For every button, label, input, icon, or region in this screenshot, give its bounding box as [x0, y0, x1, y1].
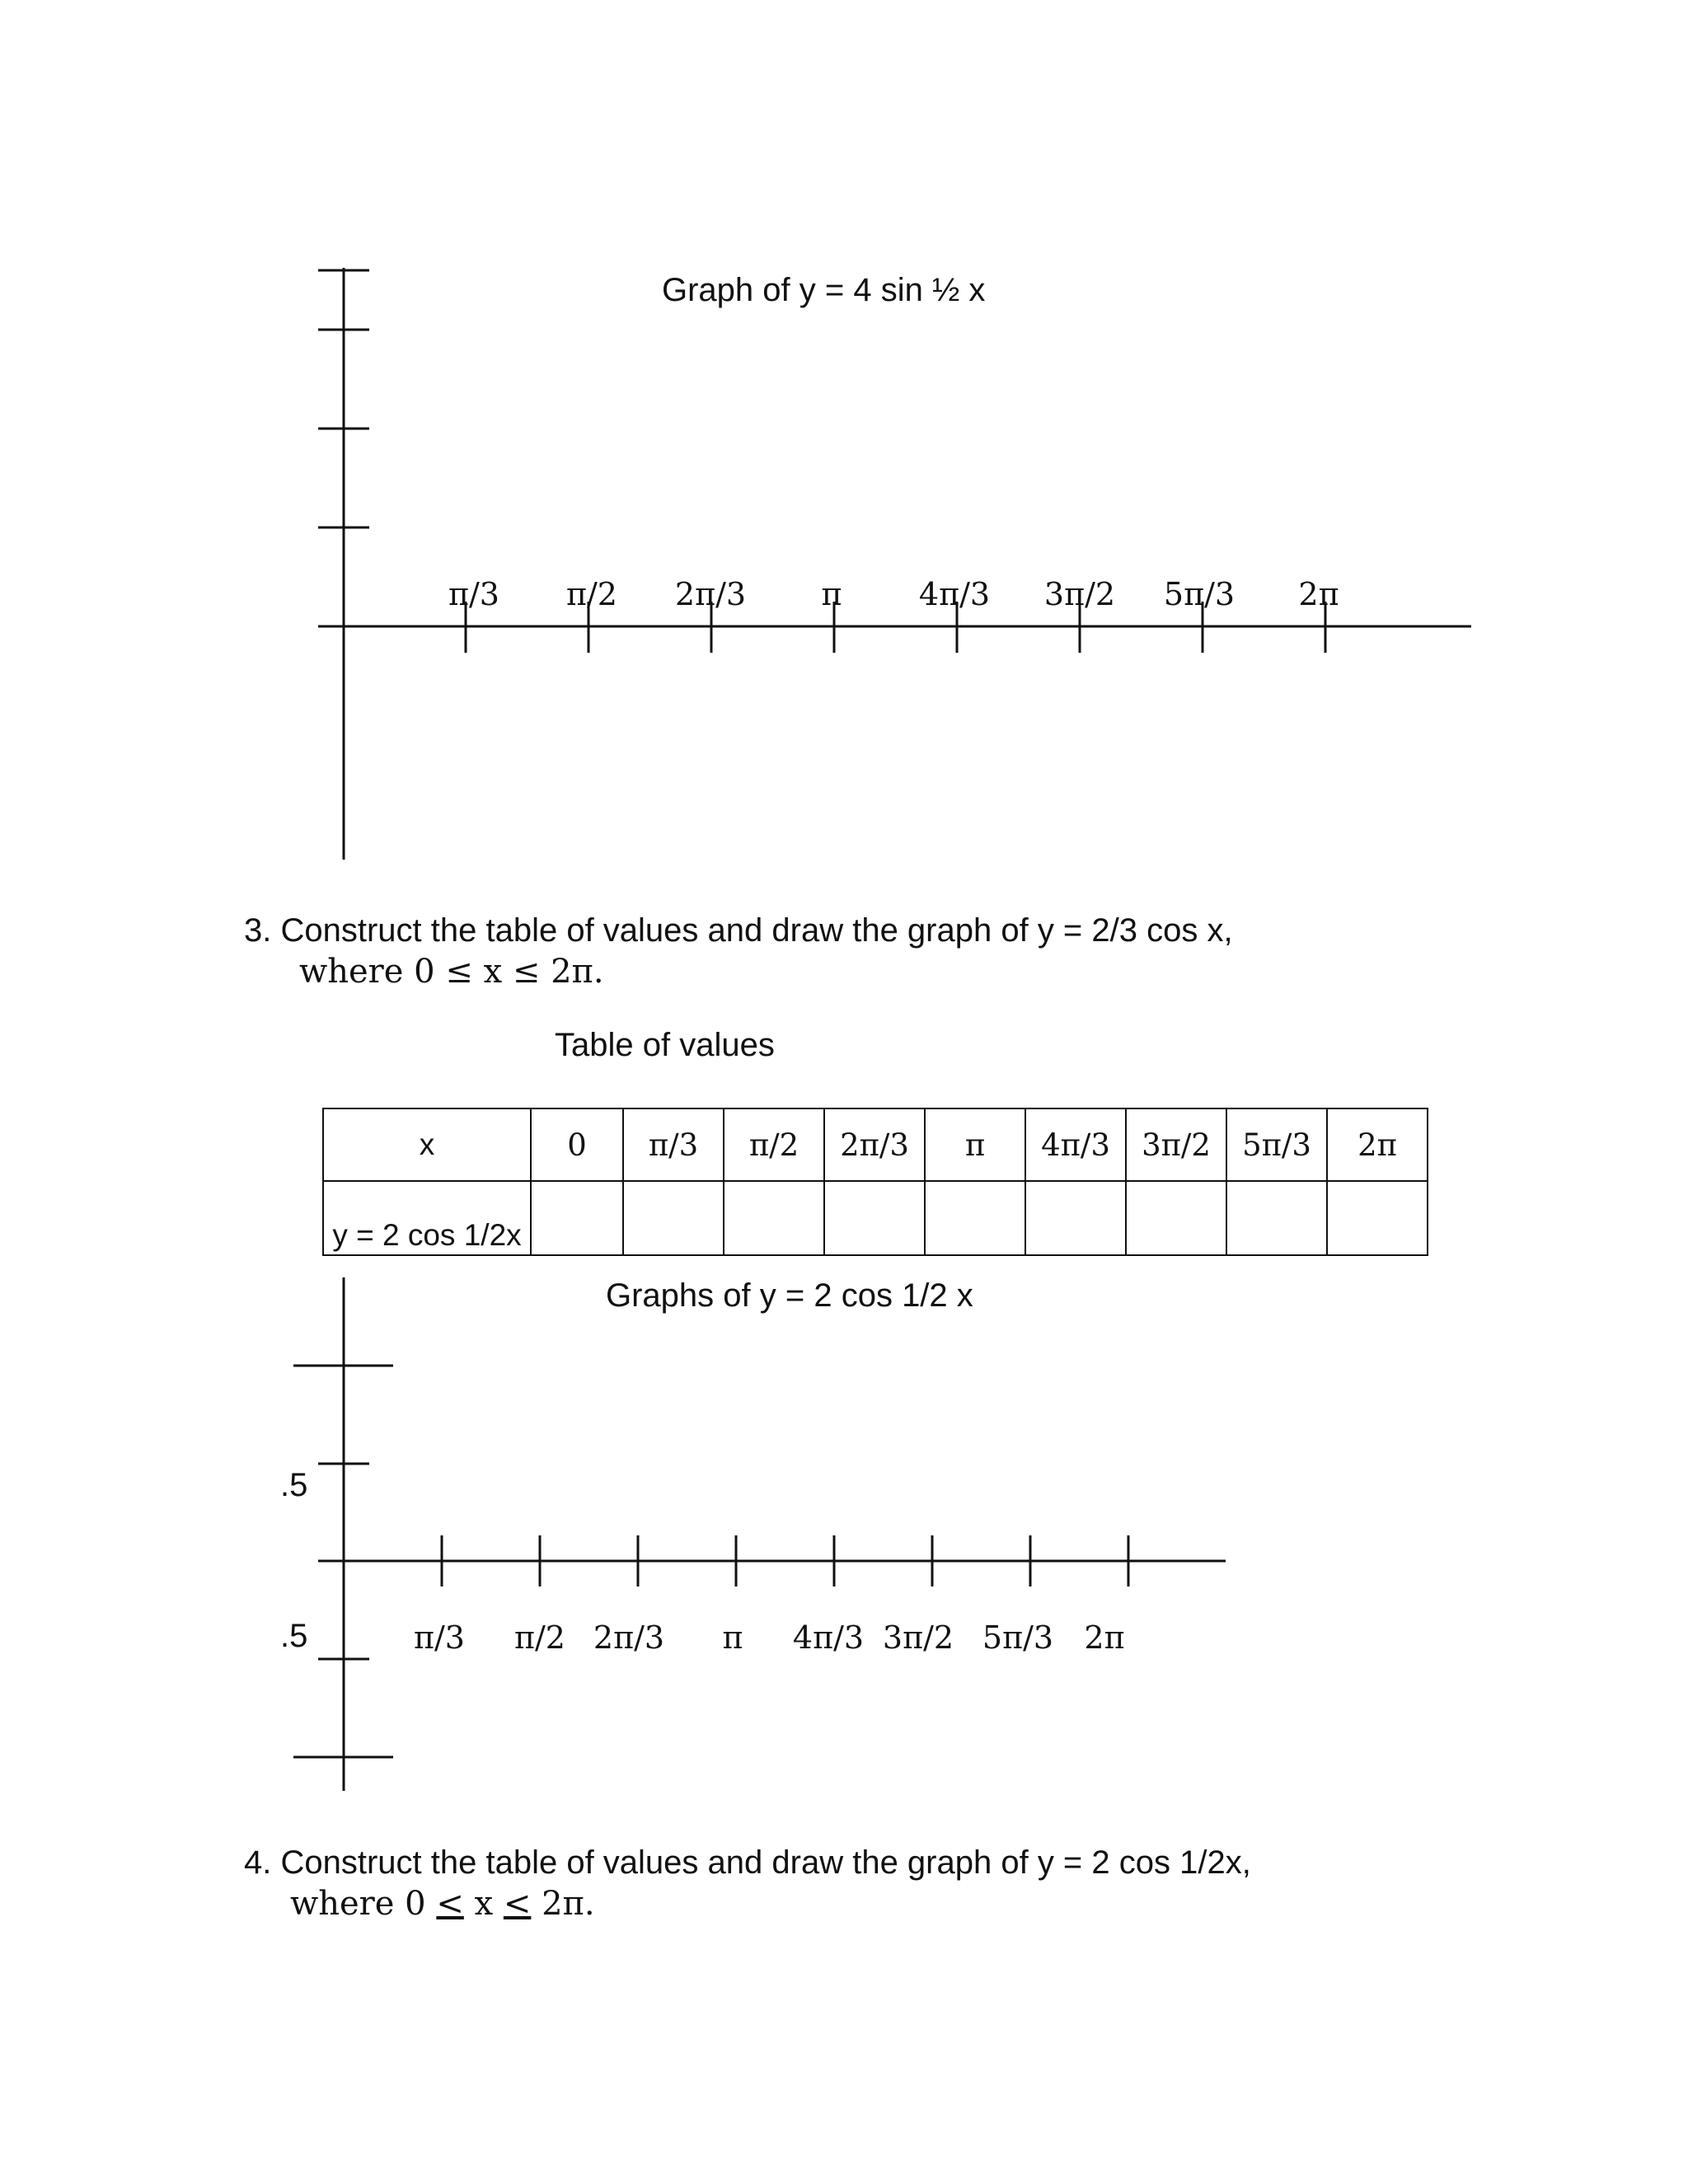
table-answer-cell[interactable] — [925, 1181, 1025, 1255]
graph2-tick-label: 2π/3 — [593, 1619, 665, 1656]
table-answer-cell[interactable] — [623, 1181, 724, 1255]
question4-prefix: where 0 — [290, 1885, 437, 1923]
table-header-cell: 0 — [531, 1108, 623, 1181]
table-answer-cell[interactable] — [1226, 1181, 1327, 1255]
question4-le-2: < — [503, 1885, 532, 1923]
graph1-title: Graph of y = 4 sin ½ x — [662, 272, 986, 308]
question4-line2 — [290, 1885, 595, 1923]
table-title: Table of values — [555, 1027, 775, 1063]
question4-suffix: 2π. — [531, 1885, 595, 1923]
graph2-tick-label: 2π — [1084, 1619, 1125, 1656]
table-header-cell: 2π — [1327, 1108, 1428, 1181]
table-row-y — [323, 1181, 1428, 1255]
table-answer-cell[interactable] — [1126, 1181, 1226, 1255]
question4-le-1: < — [436, 1885, 464, 1923]
graph1-tick-label: 4π/3 — [918, 576, 991, 612]
question3-line2: where 0 ≤ x ≤ 2π. — [299, 953, 604, 991]
graph1-tick-label: 3π/2 — [1043, 576, 1116, 612]
table-answer-cell[interactable] — [824, 1181, 925, 1255]
graph2-tick-label: 4π/3 — [792, 1619, 865, 1656]
table-answer-cell[interactable] — [1025, 1181, 1126, 1255]
table-answer-cell[interactable] — [724, 1181, 824, 1255]
graph2-y-label: .5 — [280, 1467, 308, 1503]
graph2-title: Graphs of y = 2 cos 1/2 x — [606, 1277, 973, 1314]
table-header-cell: 3π/2 — [1126, 1108, 1226, 1181]
table-answer-cell[interactable] — [531, 1181, 623, 1255]
values-table — [322, 1108, 1428, 1256]
graph2-y-label: .5 — [280, 1618, 308, 1654]
graph1-tick-label: 2π — [1298, 576, 1339, 612]
table-header-cell: π — [925, 1108, 1025, 1181]
graph1-tick-label: π — [821, 576, 842, 612]
table-row-label-y: y = 2 cos 1/2x — [323, 1181, 531, 1255]
graph2-tick-label: 3π/2 — [882, 1619, 954, 1656]
graph1-tick-label: 2π/3 — [674, 576, 747, 612]
graph2-tick-label: π/3 — [414, 1619, 465, 1656]
graph1-tick-label: 5π/3 — [1163, 576, 1236, 612]
graph1-tick-label: π/3 — [448, 576, 499, 612]
table-header-cell: π/2 — [724, 1108, 824, 1181]
question4-line1: 4. Construct the table of values and draw the graph of y = 2 cos 1/2x, — [244, 1844, 1251, 1881]
table-row-label-x: x — [323, 1108, 531, 1181]
table-header-cell: 2π/3 — [824, 1108, 925, 1181]
graph2-tick-label: 5π/3 — [982, 1619, 1054, 1656]
graph2-tick-label: π/2 — [514, 1619, 565, 1656]
question4-mid: x — [463, 1885, 504, 1923]
question3-line1: 3. Construct the table of values and draw the graph of y = 2/3 cos x, — [244, 912, 1233, 949]
table-header-cell: 4π/3 — [1025, 1108, 1126, 1181]
graph1-tick-label: π/2 — [566, 576, 617, 612]
table-header-cell: π/3 — [623, 1108, 724, 1181]
graph2-tick-label: π — [722, 1619, 743, 1656]
table-answer-cell[interactable] — [1327, 1181, 1428, 1255]
table-header-cell: 5π/3 — [1226, 1108, 1327, 1181]
table-row-x — [323, 1108, 1428, 1181]
